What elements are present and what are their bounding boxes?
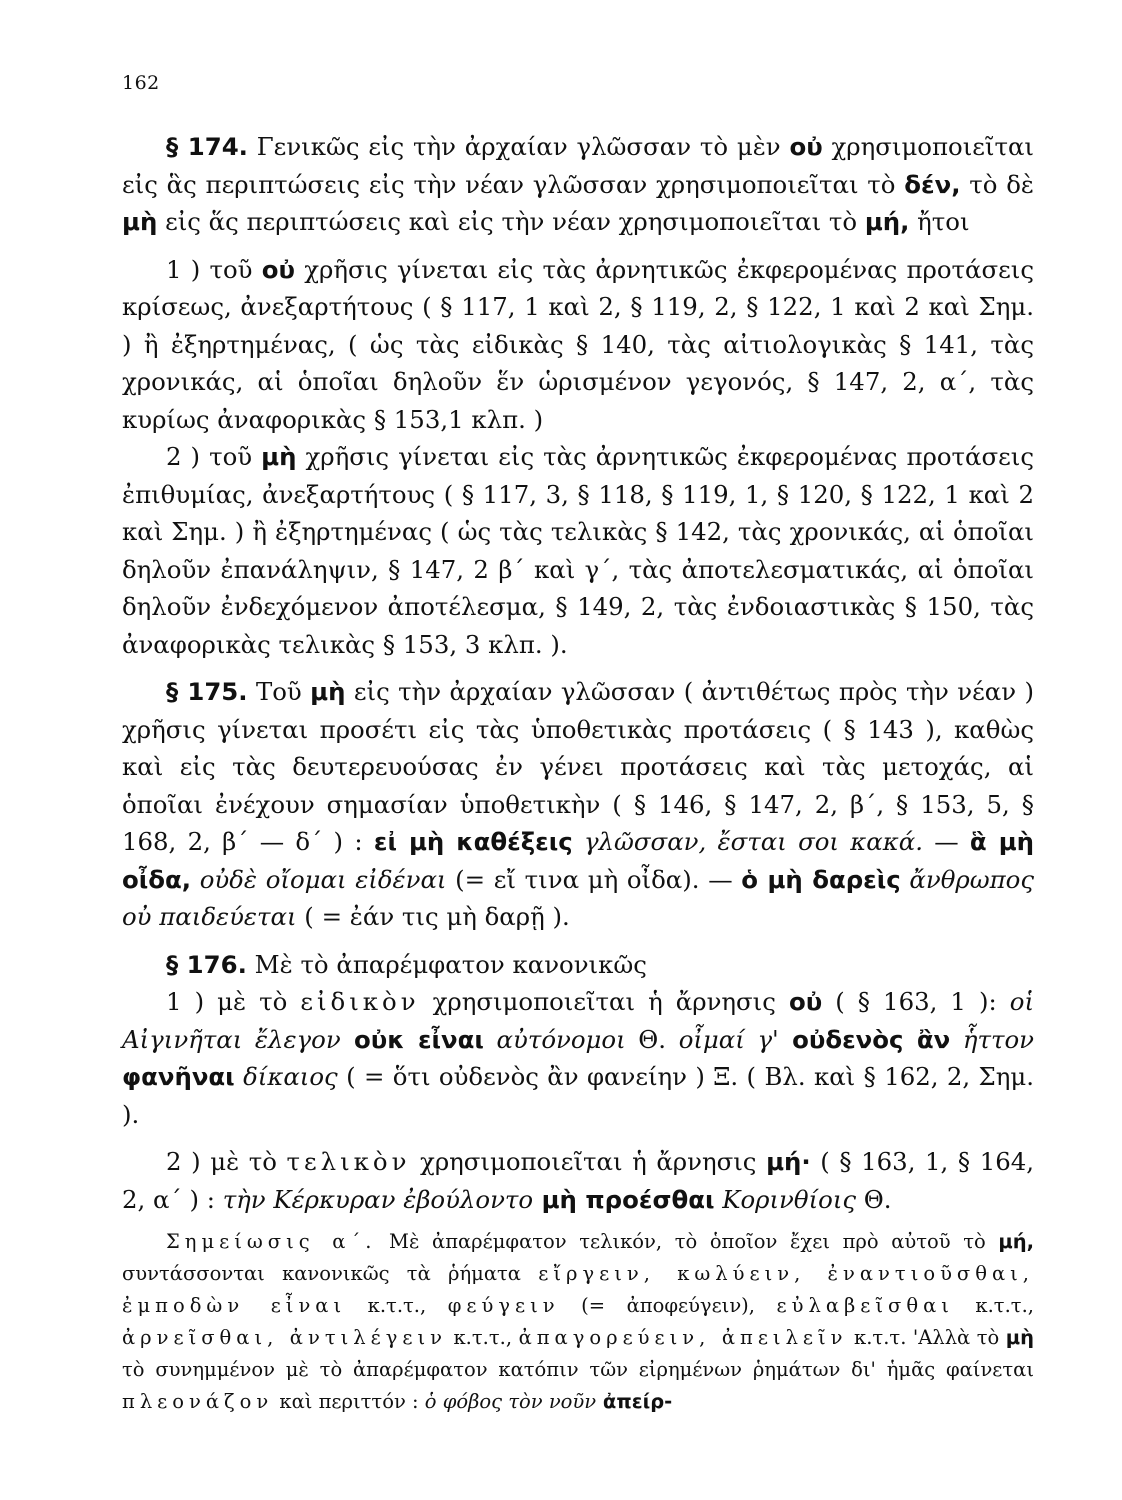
section-heading: § 176. bbox=[166, 949, 247, 979]
section-176-item-1: 1 ) μὲ τὸ εἰδικὸν χρησιμοποιεῖται ἡ ἄρνησις οὐ ( § 163, 1 ): οἱ Αἰγινῆται ἔλεγον οὐκ εἶναι αὐτόνομοι Θ. οἶμαί γ' οὐδενὸς ἂν ἧττον φανῆναι δίκαιος ( = ὅτι οὐδενὸς ἂν φανείην ) Ξ. ( Βλ. καὶ § 162, 2, Σημ. ). bbox=[122, 987, 1035, 1129]
section-175: § 175. Τοῦ μὴ εἰς τὴν ἀρχαίαν γλῶσσαν ( ἀντιθέτως πρὸς τὴν νέαν ) χρῆσις γίνεται προσέτι εἰς τὰς ὑποθετικὰς προτάσεις ( § 143 ), καθὼς καὶ εἰς τὰς δευτερευούσας ἐν γένει προτάσεις καὶ τὰς μετοχάς, αἱ ὁποῖαι ἐνέχουν σημασίαν ὑποθετικὴν ( § 146, § 147, 2, β΄, § 153, 5, § 168, 2, β΄ — δ΄ ) : εἰ μὴ καθέξεις γλῶσσαν, ἔσται σοι κακά. — ἃ μὴ οἶδα, οὐδὲ οἴομαι εἰδέναι (= εἴ τινα μὴ οἶδα). — ὁ μὴ δαρεὶς ἄνθρωπος οὐ παιδεύεται ( = ἐάν τις μὴ δαρῇ ). bbox=[122, 677, 1035, 931]
section-174: § 174. Γενικῶς εἰς τὴν ἀρχαίαν γλῶσσαν τὸ μὲν οὐ χρησιμοποιεῖται εἰς ἃς περιπτώσεις εἰς τὴν νέαν γλῶσσαν χρησιμοποιεῖται τὸ δέν, τὸ δὲ μὴ εἰς ἅς περιπτώσεις καὶ εἰς τὴν νέαν χρησιμοποιεῖται τὸ μή, ἤτοι bbox=[122, 132, 1034, 236]
footnote: Σημείωσις α΄. Μὲ ἀπαρέμφατον τελικόν, τὸ ὁποῖον ἔχει πρὸ αὐτοῦ τὸ μή, συντάσσονται κανονικῶς τὰ ῥήματα εἴργειν, κωλύειν, ἐναντιοῦσθαι, ἐμποδὼν εἶναι κ.τ.τ., φεύγειν (= ἀποφεύγειν), εὐλαβεῖσθαι κ.τ.τ., ἀρνεῖσθαι, ἀντιλέγειν κ.τ.τ., ἀπαγορεύειν, ἀπειλεῖν κ.τ.τ. 'Αλλὰ τὸ μὴ τὸ συνημμένον μὲ τὸ ἀπαρέμφατον κατόπιν τῶν εἰρημένων ῥημάτων δι' ἡμᾶς φαίνεται πλεονάζον καὶ περιττόν : ὁ φόβος τὸν νοῦν ἀπείρ- bbox=[122, 1230, 1034, 1413]
section-heading: § 174. bbox=[166, 132, 248, 161]
section-176-item-2: 2 ) μὲ τὸ τελικὸν χρησιμοποιεῖται ἡ ἄρνησις μή· ( § 163, 1, § 164, 2, α΄ ) : τὴν Κέρκυραν ἐβούλοντο μὴ προέσθαι Κορινθίοις Θ. bbox=[122, 1147, 1035, 1214]
section-176: § 176. Μὲ τὸ ἀπαρέμφατον κανονικῶς bbox=[166, 949, 647, 979]
section-heading: § 175. bbox=[166, 677, 248, 706]
section-174-item-2: 2 ) τοῦ μὴ χρῆσις γίνεται εἰς τὰς ἀρνητικῶς ἐκφερομένας προτάσεις ἐπιθυμίας, ἀνεξαρτήτους ( § 117, 3, § 118, § 119, 1, § 120, § 122, 1 καὶ 2 καὶ Σημ. ) ἢ ἐξηρτημένας ( ὡς τὰς τελικὰς § 142, τὰς χρονικάς, αἱ ὁποῖαι δηλοῦν ἐπανάληψιν, § 147, 2 β΄ καὶ γ΄, τὰς ἀποτελεσματικάς, αἱ ὁποῖαι δηλοῦν ἐνδεχόμενον ἀποτέλεσμα, § 149, 2, τὰς ἐνδοιαστικὰς § 150, τὰς ἀναφορικὰς τελικὰς § 153, 3 κλπ. ). bbox=[122, 442, 1034, 659]
note-label: Σημείωσις α΄. bbox=[166, 1230, 377, 1253]
section-174-item-1: 1 ) τοῦ οὐ χρῆσις γίνεται εἰς τὰς ἀρνητικῶς ἐκφερομένας προτάσεις κρίσεως, ἀνεξαρτήτους ( § 117, 1 καὶ 2, § 119, 2, § 122, 1 καὶ 2 καὶ Σημ. ) ἢ ἐξηρτημένας, ( ὡς τὰς εἰδικὰς § 140, τὰς αἰτιολογικὰς § 141, τὰς χρονικάς, αἱ ὁποῖαι δηλοῦν ἕν ὡρισμένον γεγονός, § 147, 2, α΄, τὰς κυρίως ἀναφορικὰς § 153,1 κλπ. ) bbox=[122, 254, 1034, 434]
page-number: 162 bbox=[122, 72, 160, 94]
